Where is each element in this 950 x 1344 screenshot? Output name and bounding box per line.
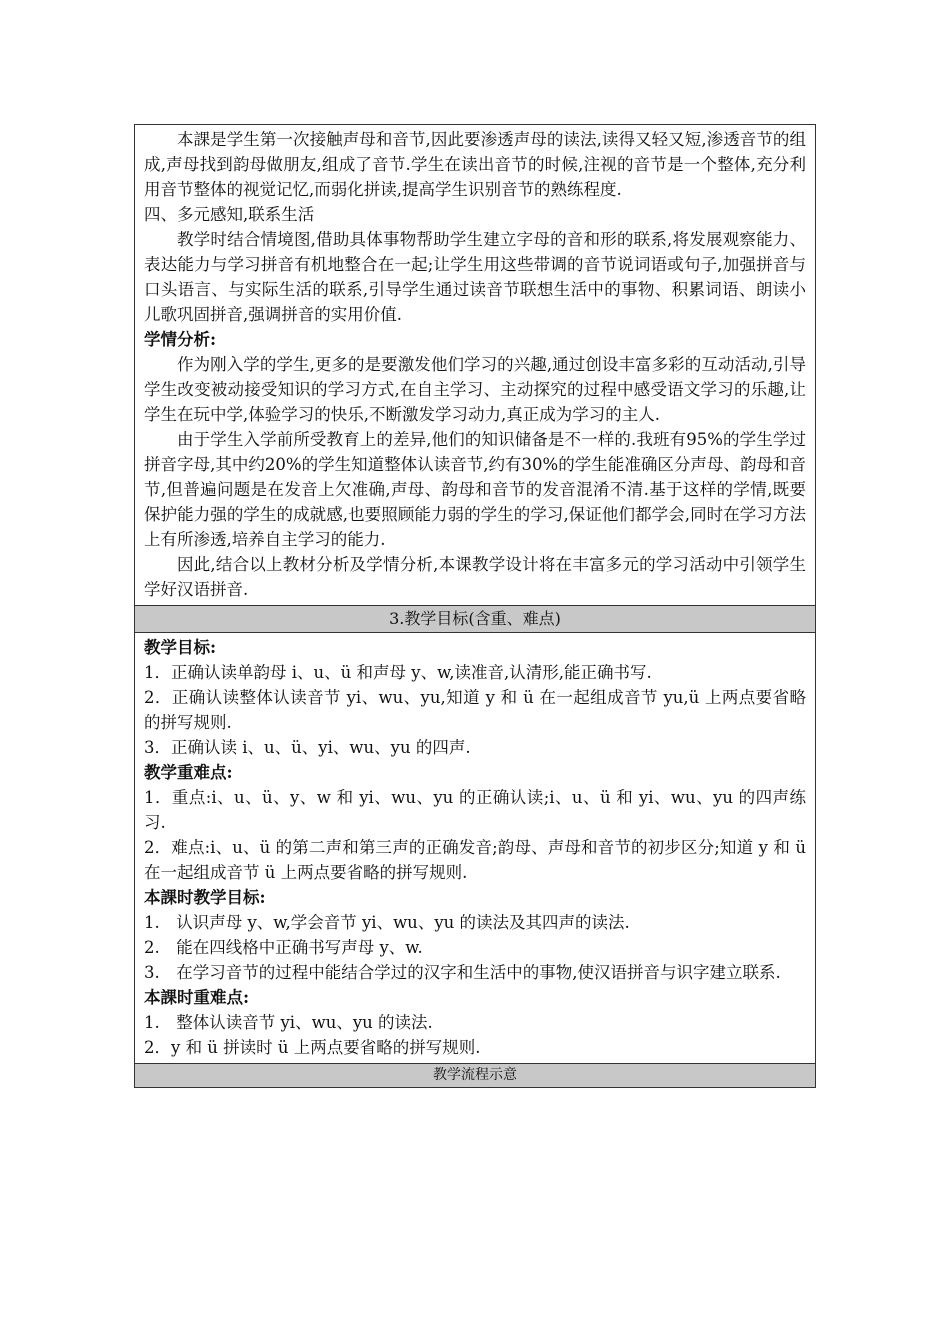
section-heading: 本課时重难点: xyxy=(144,988,250,1007)
section-heading: 四、多元感知,联系生活 xyxy=(144,205,315,224)
section-heading: 教学重难点: xyxy=(144,763,233,782)
list-item: 1. 认识声母 y、w,学会音节 yi、wu、yu 的读法及其四声的读法. xyxy=(144,913,630,932)
paragraph: 因此,结合以上教材分析及学情分析,本课教学设计将在丰富多元的学习活动中引领学生学好汉语拼音. xyxy=(144,555,806,599)
analysis-cell xyxy=(135,125,815,605)
list-item: 3．正确认读 i、u、ü、yi、wu、yu 的四声. xyxy=(144,738,471,757)
list-item: 1．重点:i、u、ü、y、w 和 yi、wu、yu 的正确认读;i、u、ü 和 yi、wu、yu 的四声练习. xyxy=(144,788,806,832)
objectives-cell xyxy=(135,633,815,1063)
section-header: 3.教学目标(含重、难点) xyxy=(135,605,815,633)
list-item: 2. 能在四线格中正确书写声母 y、w. xyxy=(144,938,423,957)
section-heading: 本課时教学目标: xyxy=(144,888,266,907)
list-item: 1．正确认读单韵母 i、u、ü 和声母 y、w,读准音,认清形,能正确书写. xyxy=(144,663,652,682)
lesson-plan-table xyxy=(134,124,816,1088)
list-item: 2．y 和 ü 拼读时 ü 上两点要省略的拼写规则. xyxy=(144,1038,481,1057)
list-item: 3. 在学习音节的过程中能结合学过的汉字和生活中的事物,使汉语拼音与识字建立联系. xyxy=(144,963,781,982)
list-item: 2．难点:i、u、ü 的第二声和第三声的正确发音;韵母、声母和音节的初步区分;知道 y 和 ü 在一起组成音节 ü 上两点要省略的拼写规则. xyxy=(144,838,806,882)
section-heading: 教学目标: xyxy=(144,638,217,657)
paragraph: 本課是学生第一次接触声母和音节,因此要渗透声母的读法,读得又轻又短,渗透音节的组成,声母找到韵母做朋友,组成了音节.学生在读出音节的时候,注视的音节是一个整体,充分利用音节整体的视觉记忆,而弱化拼读,提高学生识别音节的熟练程度. xyxy=(144,130,806,199)
paragraph: 作为刚入学的学生,更多的是要激发他们学习的兴趣,通过创设丰富多彩的互动活动,引导学生改变被动接受知识的学习方式,在自主学习、主动探究的过程中感受语文学习的乐趣,让学生在玩中学,体验学习的快乐,不断激发学习动力,真正成为学习的主人. xyxy=(144,355,806,424)
paragraph: 教学时结合情境图,借助具体事物帮助学生建立字母的音和形的联系,将发展观察能力、表达能力与学习拼音有机地整合在一起;让学生用这些带调的音节说词语或句子,加强拼音与口头语言、与实际生活的联系,引导学生通过读音节联想生活中的事物、积累词语、朗读小儿歌巩固拼音,强调拼音的实用价值. xyxy=(144,230,806,324)
section-heading: 学情分析: xyxy=(144,330,217,349)
paragraph: 由于学生入学前所受教育上的差异,他们的知识储备是不一样的.我班有95%的学生学过拼音字母,其中约20%的学生知道整体认读音节,约有30%的学生能准确区分声母、韵母和音节,但普遍问题是在发音上欠准确,声母、韵母和音节的发音混淆不清.基于这样的学情,既要保护能力强的学生的成就感,也要照顾能力弱的学生的学习,保证他们都学会,同时在学习方法上有所渗透,培养自主学习的能力. xyxy=(144,430,806,549)
section-header: 教学流程示意 xyxy=(135,1063,815,1087)
list-item: 1. 整体认读音节 yi、wu、yu 的读法. xyxy=(144,1013,433,1032)
list-item: 2．正确认读整体认读音节 yi、wu、yu,知道 y 和 ü 在一起组成音节 yu,ü 上两点要省略的拼写规则. xyxy=(144,688,806,732)
